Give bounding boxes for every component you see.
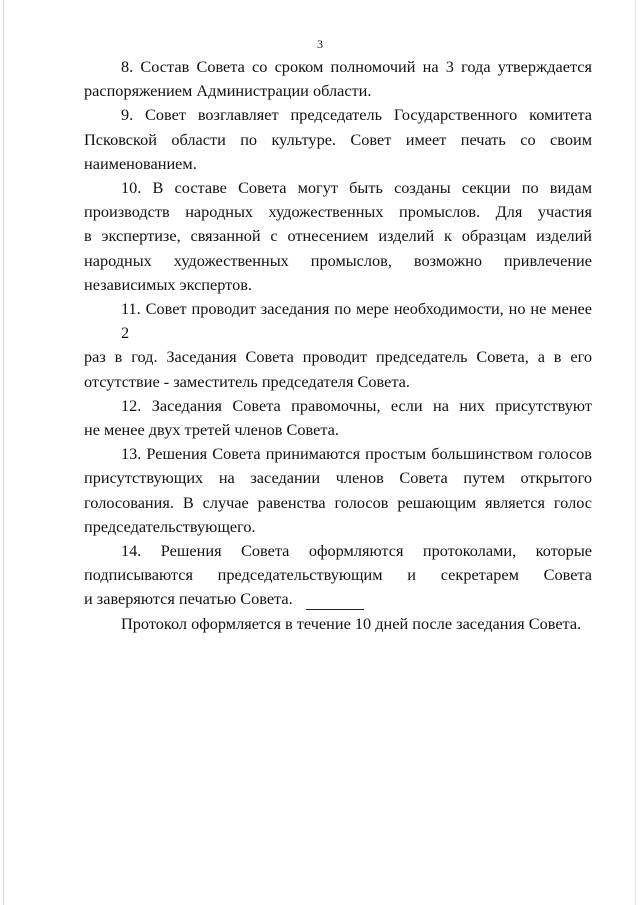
paragraph-14 — [84, 539, 592, 612]
end-of-document-dash — [306, 609, 364, 610]
text-line: независимых экспертов. — [84, 274, 252, 294]
scan-edge-right — [635, 0, 636, 905]
text-line: наименованием. — [84, 153, 197, 173]
text-line: производств народных художественных промыслов. Для участия — [84, 202, 592, 222]
text-line: голосования. В случае равенства голосов решающим является голос — [84, 492, 592, 512]
paragraph-9 — [84, 103, 592, 176]
text-line: 9. Совет возглавляет председатель Государственного комитета — [121, 105, 592, 125]
paragraph-12 — [84, 394, 592, 442]
text-line: председательствующего. — [84, 516, 256, 536]
text-line: 12. Заседания Совета правомочны, если на них присутствуют — [121, 395, 592, 415]
text-line: Псковской области по культуре. Совет имеет печать со своим — [84, 129, 592, 149]
text-line: присутствующих на заседании членов Совета путем открытого — [84, 468, 592, 488]
text-line: народных художественных промыслов, возможно привлечение — [84, 250, 592, 270]
paragraph-protocol — [84, 612, 592, 636]
scan-edge-left — [3, 0, 4, 905]
text-line: 14. Решения Совета оформляются протоколами, которые — [121, 541, 592, 561]
text-line: не менее двух третей членов Совета. — [84, 420, 339, 440]
text-line: раз в год. Заседания Совета проводит председатель Совета, а в его — [84, 347, 592, 367]
text-line: Протокол оформляется в течение 10 дней после заседания Совета. — [121, 613, 582, 633]
text-line: 10. В составе Совета могут быть созданы секции по видам — [121, 178, 592, 198]
text-line: в экспертизе, связанной с отнесением изделий к образцам изделий — [84, 226, 592, 246]
text-line: и заверяются печатью Совета. — [84, 589, 293, 609]
paragraph-10 — [84, 176, 592, 297]
text-line: подписываются председательствующим и секретарем Совета — [84, 565, 592, 585]
page-number: 3 — [317, 37, 323, 51]
document-body — [84, 55, 592, 636]
paragraph-11 — [84, 297, 592, 394]
text-line: 13. Решения Совета принимаются простым большинством голосов — [121, 444, 592, 464]
paragraph-13 — [84, 442, 592, 539]
text-line: 8. Состав Совета со сроком полномочий на 3 года утверждается — [121, 57, 592, 76]
text-line: распоряжением Администрации области. — [84, 81, 372, 101]
text-line: 11. Совет проводит заседания по мере необходимости, но не менее 2 — [121, 299, 592, 343]
paragraph-8 — [84, 55, 592, 103]
text-line: отсутствие - заместитель председателя Совета. — [84, 371, 410, 391]
